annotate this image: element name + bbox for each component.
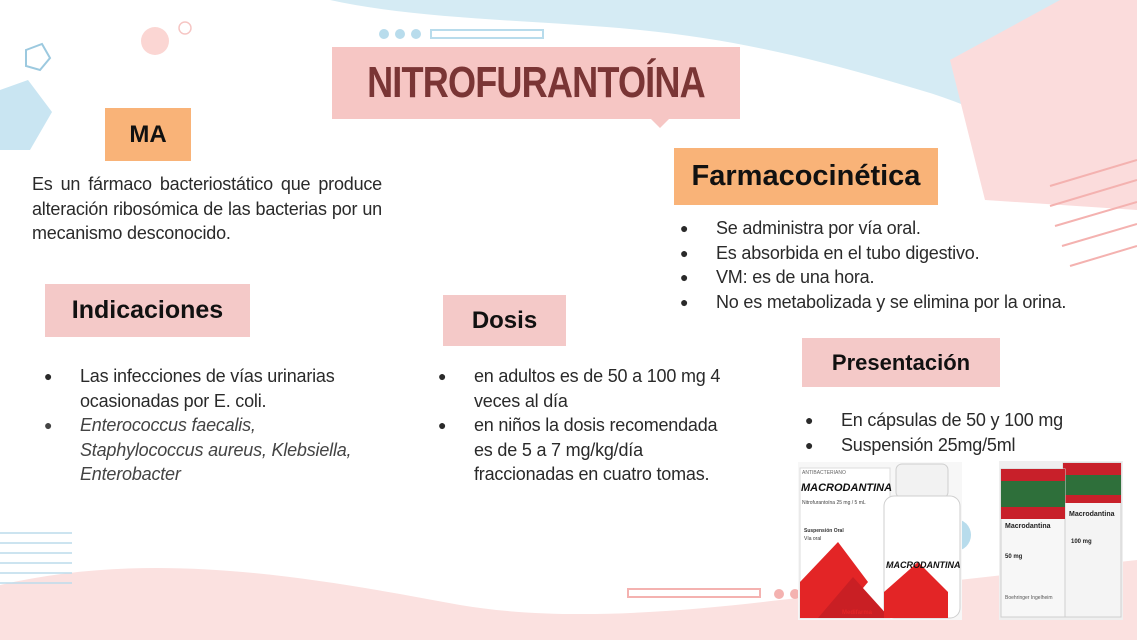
indicaciones-label-box [45, 284, 250, 337]
bottle-brand: MACRODANTINA [801, 482, 893, 494]
ma-text: Es un fármaco bacteriostático que produce alteración ribosómica de las bacterias por un mecanismo desconocido. [32, 174, 382, 243]
dosis-list [436, 364, 736, 487]
list-item: ● VM: es de una hora. [678, 265, 1118, 290]
page-title: NITROFURANTOÍNA [367, 58, 705, 107]
list-item: ● En cápsulas de 50 y 100 mg [803, 408, 1103, 433]
macrodantina-bottle-image [798, 462, 962, 620]
bottle-category: ANTIBACTERIANO [802, 470, 846, 476]
bottle-form: Suspensión Oral [804, 528, 844, 534]
list-item: ● No es metabolizada y se elimina por la orina. [678, 290, 1118, 315]
list-item: ● Enterococcus faecalis, Staphylococcus aureus, Klebsiella, Enterobacter [42, 413, 362, 487]
dosis-label: Dosis [471, 306, 538, 334]
bottle-label-brand: MACRODANTINA [886, 560, 961, 570]
farmacocinetica-label-box [674, 148, 938, 205]
dosis-label-box [443, 295, 566, 346]
farmacocinetica-label: Farmacocinética [691, 160, 921, 192]
macrodantina-boxes-image [999, 461, 1123, 620]
presentacion-label: Presentación [831, 349, 971, 375]
list-item: ● Se administra por vía oral. [678, 216, 1118, 241]
bottle-strength: Nitrofurantoína 25 mg / 5 mL [802, 500, 866, 506]
ma-label: MA [129, 120, 167, 148]
ma-description [32, 172, 382, 246]
box2-brand: Macrodantina [1069, 511, 1115, 518]
farmacocinetica-list [678, 216, 1118, 314]
ma-label-box [105, 108, 191, 161]
boxes-maker: Boehringer Ingelheim [1005, 595, 1053, 601]
list-item: ● en adultos es de 50 a 100 mg 4 veces al día [436, 364, 736, 413]
box2-strength: 100 mg [1071, 539, 1092, 545]
indicaciones-label: Indicaciones [71, 296, 224, 324]
list-item: ● Es absorbida en el tubo digestivo. [678, 241, 1118, 266]
presentacion-list [803, 408, 1103, 457]
box1-brand: Macrodantina [1005, 523, 1051, 530]
bottle-route: Vía oral [804, 536, 822, 542]
presentacion-label-box [802, 338, 1000, 387]
title-banner [332, 47, 740, 119]
box1-strength: 50 mg [1005, 554, 1023, 560]
list-item: ● en niños la dosis recomendada es de 5 a 7 mg/kg/día fraccionadas en cuatro tomas. [436, 413, 736, 487]
indicaciones-list [42, 364, 362, 487]
bottle-maker: Medifarma [842, 610, 873, 616]
list-item: ● Las infecciones de vías urinarias ocasionadas por E. coli. [42, 364, 362, 413]
list-item: ● Suspensión 25mg/5ml [803, 433, 1103, 458]
